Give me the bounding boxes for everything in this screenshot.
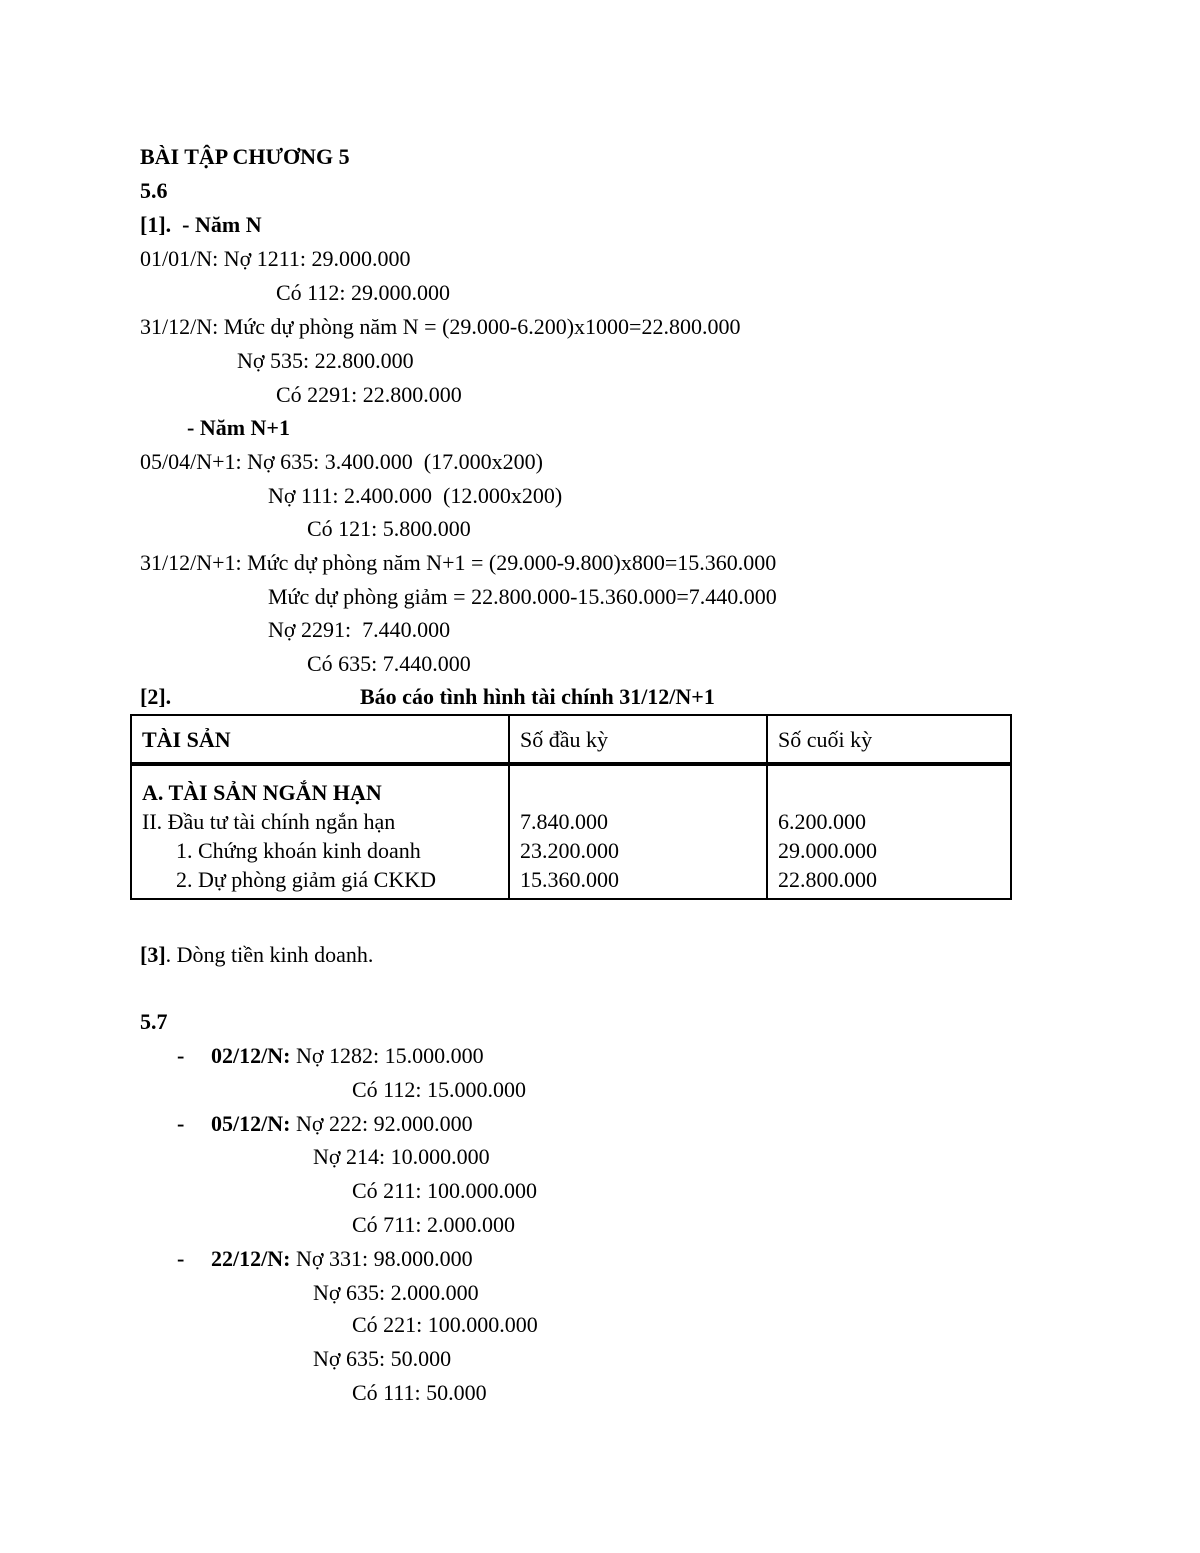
part2-tag: [2]. xyxy=(140,684,172,709)
entry-line: Nợ 635: 50.000 xyxy=(313,1346,452,1371)
assets-column xyxy=(131,764,509,899)
list-bullet: - xyxy=(177,1043,185,1068)
entry-line: Có 111: 50.000 xyxy=(352,1380,487,1405)
part3-line xyxy=(140,942,373,968)
entry-line: Nợ 222: 92.000.000 xyxy=(295,1111,473,1136)
closing-column xyxy=(767,764,1011,899)
row-label: 2. Dự phòng giảm giá CKKD xyxy=(176,867,437,892)
entry-line: 01/01/N: Nợ 1211: 29.000.000 xyxy=(140,246,411,271)
part3-tag: [3] xyxy=(140,942,166,967)
page-title: BÀI TẬP CHƯƠNG 5 xyxy=(140,144,350,169)
entry-line: Mức dự phòng giảm = 22.800.000-15.360.000=7.440.000 xyxy=(268,584,777,609)
list-bullet: - xyxy=(177,1246,185,1271)
entry-line: Có 711: 2.000.000 xyxy=(352,1212,515,1237)
entry-line: Nợ 331: 98.000.000 xyxy=(295,1246,473,1271)
exercise-5-7-label: 5.7 xyxy=(140,1009,168,1034)
list-item xyxy=(211,1043,484,1069)
report-title: Báo cáo tình hình tài chính 31/12/N+1 xyxy=(360,684,715,709)
entry-line: Có 635: 7.440.000 xyxy=(307,651,471,676)
part1-header xyxy=(140,212,262,238)
entry-line: 05/04/N+1: Nợ 635: 3.400.000 (17.000x200) xyxy=(140,449,543,474)
entry-date: 22/12/N: xyxy=(211,1246,291,1271)
entry-line: Nợ 635: 2.000.000 xyxy=(313,1280,479,1305)
section-heading: A. TÀI SẢN NGẮN HẠN xyxy=(142,780,382,805)
list-item xyxy=(211,1111,473,1137)
entry-line: Có 112: 29.000.000 xyxy=(276,280,450,305)
closing-value: 22.800.000 xyxy=(778,867,877,892)
entry-line: Nợ 1282: 15.000.000 xyxy=(295,1043,484,1068)
entry-date: 05/12/N: xyxy=(211,1111,291,1136)
list-bullet: - xyxy=(177,1111,185,1136)
list-item xyxy=(211,1246,473,1272)
header-assets: TÀI SẢN xyxy=(131,715,509,764)
entry-line: Nợ 2291: 7.440.000 xyxy=(268,617,451,642)
year-n1-heading: - Năm N+1 xyxy=(187,415,290,440)
part1-tag: [1]. xyxy=(140,212,172,237)
entry-line: Nợ 111: 2.400.000 (12.000x200) xyxy=(268,483,563,508)
financial-report-table xyxy=(130,714,1012,900)
entry-line: Có 112: 15.000.000 xyxy=(352,1077,526,1102)
exercise-5-6-label: 5.6 xyxy=(140,178,168,203)
opening-value: 23.200.000 xyxy=(520,838,619,863)
entry-line: 31/12/N+1: Mức dự phòng năm N+1 = (29.000-9.800)x800=15.360.000 xyxy=(140,550,777,575)
entry-line: Có 2291: 22.800.000 xyxy=(276,382,462,407)
entry-line: Có 211: 100.000.000 xyxy=(352,1178,537,1203)
entry-line: Nợ 535: 22.800.000 xyxy=(237,348,414,373)
header-closing: Số cuối kỳ xyxy=(767,715,1011,764)
entry-line: 31/12/N: Mức dự phòng năm N = (29.000-6.200)x1000=22.800.000 xyxy=(140,314,741,339)
entry-date: 02/12/N: xyxy=(211,1043,291,1068)
closing-value: 29.000.000 xyxy=(778,838,877,863)
entry-line: Có 121: 5.800.000 xyxy=(307,516,471,541)
opening-value: 7.840.000 xyxy=(520,809,608,834)
entry-line: Có 221: 100.000.000 xyxy=(352,1312,538,1337)
year-n-heading: - Năm N xyxy=(182,212,262,237)
header-opening: Số đầu kỳ xyxy=(509,715,767,764)
table-row xyxy=(131,764,1011,899)
closing-value: 6.200.000 xyxy=(778,809,866,834)
table-header-row xyxy=(131,715,1011,764)
opening-value: 15.360.000 xyxy=(520,867,619,892)
entry-line: Nợ 214: 10.000.000 xyxy=(313,1144,490,1169)
opening-column xyxy=(509,764,767,899)
row-label: II. Đầu tư tài chính ngắn hạn xyxy=(142,809,396,834)
part3-text: . Dòng tiền kinh doanh. xyxy=(165,942,374,967)
row-label: 1. Chứng khoán kinh doanh xyxy=(176,838,421,863)
